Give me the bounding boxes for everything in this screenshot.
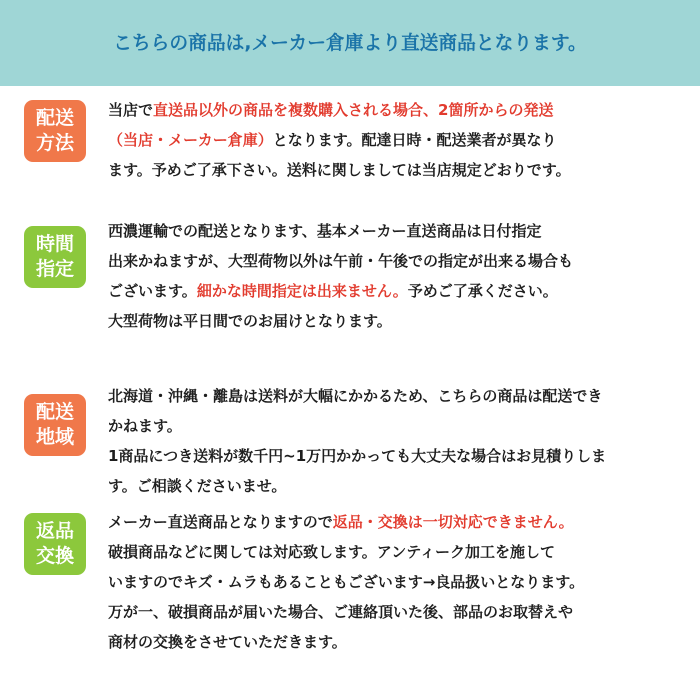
body-text: 予めご了承ください。 [407,282,558,300]
body-text: となります。配達日時・配送業者が異なり [272,131,557,149]
body-text: 万が一、破損商品が届いた場合、ご連絡頂いた後、部品のお取替えや [108,603,574,621]
highlight-text: （当店・メーカー倉庫） [108,131,273,149]
body-text: す。ご相談くださいませ。 [108,477,287,495]
header-banner [0,0,700,86]
body-text: 1商品につき送料が数千円~1万円かかっても大丈夫な場合はお見積りしま [108,447,607,465]
body-text: かねます。 [108,417,182,435]
header-title: こちらの商品は,メーカー倉庫より直送商品となります。 [113,32,587,54]
text-line [108,216,693,246]
text-line [108,507,693,537]
text-line [108,95,693,125]
highlight-text: 細かな時間指定は出来ません。 [196,282,408,300]
text-line [108,567,693,597]
text-line [108,246,693,276]
badge-shipping-method [24,100,86,162]
text-line [108,125,693,155]
text-line [108,537,693,567]
body-text: 当店で [108,101,154,119]
body-text: 破損商品などに関しては対応致します。アンティーク加工を施して [108,543,556,561]
badge-line: 指定 [35,258,74,280]
text-line [108,381,693,411]
section-shipping-area-text [108,381,693,501]
body-text: 西濃運輸での配送となります、基本メーカー直送商品は日付指定 [108,222,542,240]
badge-line: 返品 [35,520,74,542]
text-line [108,155,693,185]
body-text: ございます。 [108,282,197,300]
badge-time-designation [24,226,86,288]
text-line [108,276,693,306]
highlight-text: 返品・交換は一切対応できません。 [332,513,574,531]
body-text: 商材の交換をさせていただきます。 [108,633,347,651]
badge-shipping-area [24,394,86,456]
text-line [108,441,693,471]
badge-line: 時間 [35,233,74,255]
text-line [108,597,693,627]
body-text: いますのでキズ・ムラもあることもございます→良品扱いとなります。 [108,573,585,591]
badge-line: 交換 [35,545,74,567]
body-text: 出来かねますが、大型荷物以外は午前・午後での指定が出来る場合も [108,252,574,270]
body-text: ます。予めご了承下さい。送料に関しましては当店規定どおりです。 [108,161,571,179]
badge-line: 配送 [35,107,74,129]
badge-line: 方法 [35,132,74,154]
body-text: 北海道・沖縄・離島は送料が大幅にかかるため、こちらの商品は配送でき [108,387,603,405]
section-returns-exchange-text [108,507,693,657]
section-time-designation-text [108,216,693,336]
badge-line: 地域 [35,426,74,448]
highlight-text: 直送品以外の商品を複数購入される場合、2箇所からの発送 [153,101,554,119]
section-shipping-method-text [108,95,693,185]
text-line [108,306,693,336]
badge-line: 配送 [35,401,74,423]
text-line [108,627,693,657]
text-line [108,471,693,501]
text-line [108,411,693,441]
badge-returns-exchange [24,513,86,575]
body-text: 大型荷物は平日間でのお届けとなります。 [108,312,392,330]
body-text: メーカー直送商品となりますので [108,513,333,531]
